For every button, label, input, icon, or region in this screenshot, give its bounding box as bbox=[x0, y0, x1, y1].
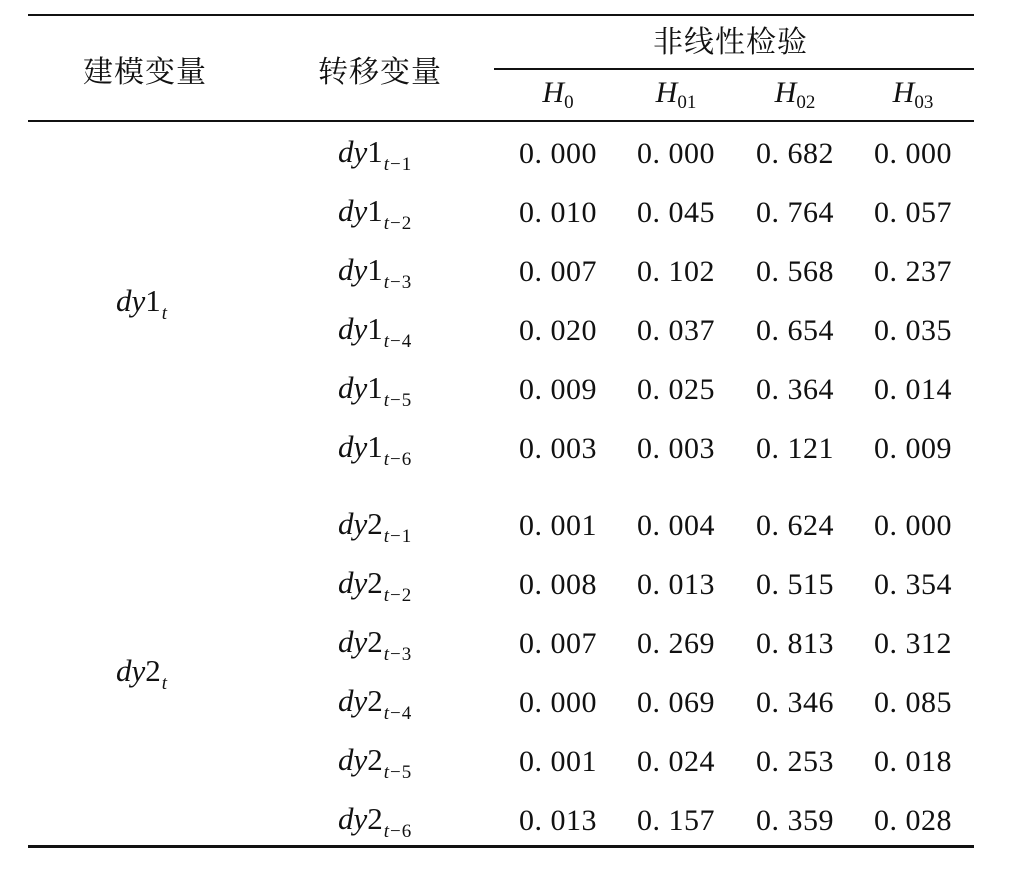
value-cell: 0. 020 bbox=[519, 314, 597, 347]
column-header-h02: $H_{02}$ bbox=[774, 76, 816, 113]
header-nonlinearity-test: 非线性检验 bbox=[653, 25, 808, 60]
column-header-h03: $H_{03}$ bbox=[892, 76, 934, 113]
value-cell: 0. 312 bbox=[874, 627, 952, 660]
value-cell: 0. 014 bbox=[874, 373, 952, 406]
value-cell: 0. 000 bbox=[874, 509, 952, 542]
value-cell: 0. 000 bbox=[519, 686, 597, 719]
transfer-variable-label: $dy1_{t-4}$ bbox=[338, 311, 413, 352]
value-cell: 0. 004 bbox=[637, 509, 715, 542]
column-header-h01: $H_{01}$ bbox=[655, 76, 697, 113]
value-cell: 0. 102 bbox=[637, 255, 715, 288]
value-cell: 0. 568 bbox=[756, 255, 834, 288]
value-cell: 0. 624 bbox=[756, 509, 834, 542]
transfer-variable-label: $dy2_{t-1}$ bbox=[338, 506, 413, 547]
transfer-variable-label: $dy2_{t-4}$ bbox=[338, 683, 413, 724]
transfer-variable-label: $dy2_{t-3}$ bbox=[338, 624, 413, 665]
value-cell: 0. 000 bbox=[874, 137, 952, 170]
transfer-variable-label: $dy1_{t-5}$ bbox=[338, 370, 413, 411]
value-cell: 0. 364 bbox=[756, 373, 834, 406]
value-cell: 0. 515 bbox=[756, 568, 834, 601]
value-cell: 0. 000 bbox=[519, 137, 597, 170]
transfer-variable-label: $dy2_{t-5}$ bbox=[338, 742, 413, 783]
value-cell: 0. 009 bbox=[874, 432, 952, 465]
transfer-variable-label: $dy1_{t-3}$ bbox=[338, 252, 413, 293]
header-transfer-variable: 转移变量 bbox=[318, 55, 442, 90]
value-cell: 0. 121 bbox=[756, 432, 834, 465]
transfer-variable-label: $dy1_{t-2}$ bbox=[338, 193, 413, 234]
value-cell: 0. 237 bbox=[874, 255, 952, 288]
value-cell: 0. 035 bbox=[874, 314, 952, 347]
value-cell: 0. 024 bbox=[637, 745, 715, 778]
value-cell: 0. 018 bbox=[874, 745, 952, 778]
value-cell: 0. 346 bbox=[756, 686, 834, 719]
value-cell: 0. 654 bbox=[756, 314, 834, 347]
value-cell: 0. 157 bbox=[637, 804, 715, 837]
model-variable-label: $dy2_t$ bbox=[116, 653, 169, 694]
top-rule bbox=[28, 14, 974, 16]
value-cell: 0. 253 bbox=[756, 745, 834, 778]
value-cell: 0. 069 bbox=[637, 686, 715, 719]
transfer-variable-label: $dy1_{t-1}$ bbox=[338, 134, 413, 175]
model-variable-label: $dy1_t$ bbox=[116, 283, 169, 324]
value-cell: 0. 013 bbox=[519, 804, 597, 837]
group-title-rule bbox=[494, 68, 974, 70]
value-cell: 0. 057 bbox=[874, 196, 952, 229]
value-cell: 0. 764 bbox=[756, 196, 834, 229]
value-cell: 0. 025 bbox=[637, 373, 715, 406]
value-cell: 0. 000 bbox=[637, 137, 715, 170]
transfer-variable-label: $dy1_{t-6}$ bbox=[338, 429, 413, 470]
value-cell: 0. 009 bbox=[519, 373, 597, 406]
value-cell: 0. 085 bbox=[874, 686, 952, 719]
value-cell: 0. 001 bbox=[519, 509, 597, 542]
value-cell: 0. 269 bbox=[637, 627, 715, 660]
value-cell: 0. 001 bbox=[519, 745, 597, 778]
header-bottom-rule bbox=[28, 120, 974, 122]
value-cell: 0. 007 bbox=[519, 255, 597, 288]
column-header-h0: $H_0$ bbox=[542, 76, 574, 113]
transfer-variable-label: $dy2_{t-2}$ bbox=[338, 565, 413, 606]
value-cell: 0. 003 bbox=[637, 432, 715, 465]
value-cell: 0. 008 bbox=[519, 568, 597, 601]
value-cell: 0. 037 bbox=[637, 314, 715, 347]
bottom-rule bbox=[28, 845, 974, 848]
value-cell: 0. 007 bbox=[519, 627, 597, 660]
value-cell: 0. 028 bbox=[874, 804, 952, 837]
value-cell: 0. 045 bbox=[637, 196, 715, 229]
transfer-variable-label: $dy2_{t-6}$ bbox=[338, 801, 413, 842]
value-cell: 0. 813 bbox=[756, 627, 834, 660]
value-cell: 0. 003 bbox=[519, 432, 597, 465]
value-cell: 0. 359 bbox=[756, 804, 834, 837]
value-cell: 0. 010 bbox=[519, 196, 597, 229]
value-cell: 0. 013 bbox=[637, 568, 715, 601]
value-cell: 0. 354 bbox=[874, 568, 952, 601]
header-model-variable: 建模变量 bbox=[83, 55, 207, 90]
value-cell: 0. 682 bbox=[756, 137, 834, 170]
